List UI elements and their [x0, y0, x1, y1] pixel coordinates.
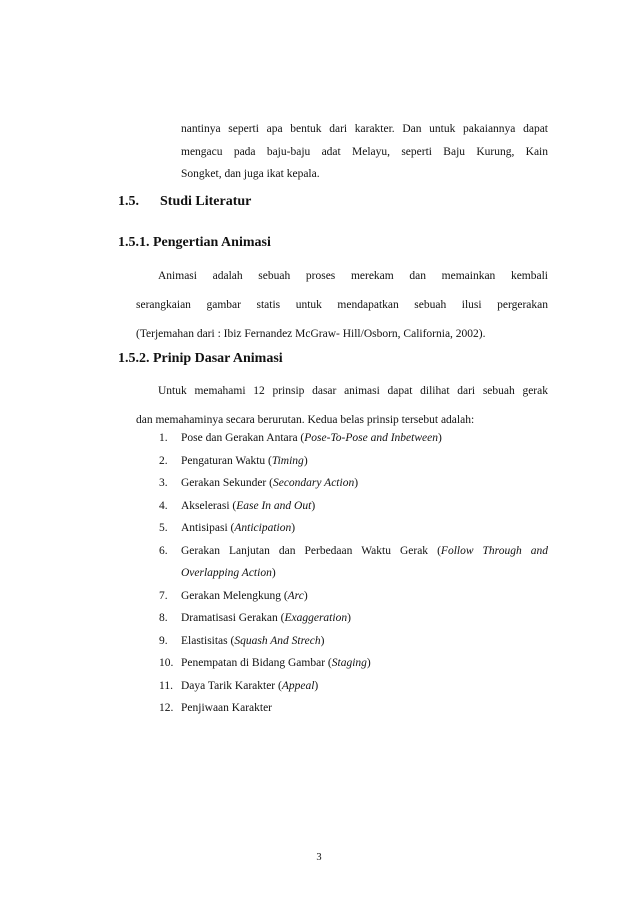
- principle-label: Elastisitas (: [181, 634, 235, 647]
- principle-term: Staging: [331, 657, 367, 669]
- text-line: mengacu pada baju-baju adat Melayu, seperti Baju Kurung, Kain: [181, 145, 548, 158]
- text-line: Songket, dan juga ikat kepala.: [181, 168, 320, 180]
- principle-text: [181, 612, 351, 624]
- principle-item: [159, 495, 548, 518]
- principle-text: [181, 477, 358, 489]
- principle-term: Secondary Action: [272, 477, 355, 489]
- principle-label: Penempatan di Bidang Gambar (: [181, 657, 332, 669]
- principles-list: [159, 427, 548, 720]
- principle-close: ): [314, 679, 319, 692]
- principle-text: [181, 635, 324, 647]
- principle-term: Ease In and Out: [236, 499, 312, 512]
- subsection-heading-1-5-1: 1.5.1. Pengertian Animasi: [118, 235, 271, 250]
- list-number: 6.: [159, 544, 168, 557]
- principle-close: ): [271, 567, 276, 579]
- principle-close: ): [303, 454, 308, 467]
- principle-item: [159, 517, 548, 540]
- principle-item: [159, 472, 548, 495]
- paragraph-animation-definition: [136, 262, 548, 349]
- principle-item: [159, 675, 548, 698]
- principle-close: ): [366, 657, 371, 669]
- principle-label: Daya Tarik Karakter (: [181, 679, 282, 692]
- principle-close: ): [303, 589, 308, 602]
- principle-close: ): [291, 522, 296, 534]
- principle-term: Squash And Strech: [234, 634, 321, 647]
- principle-item: [159, 697, 548, 720]
- principle-text: [181, 657, 371, 669]
- principle-label: Gerakan Melengkung (: [181, 589, 288, 602]
- principle-item: [159, 540, 548, 585]
- text-line: serangkaian gambar statis untuk mendapatkan sebuah ilusi pergerakan: [136, 299, 548, 311]
- principle-text: [181, 702, 272, 714]
- principle-text: [181, 522, 295, 534]
- principle-close: ): [437, 432, 442, 444]
- text-line: Untuk memahami 12 prinsip dasar animasi dapat dilihat dari sebuah gerak: [158, 385, 548, 397]
- principle-term: Timing: [271, 454, 304, 467]
- principle-term: Follow Through and Overlapping Action: [181, 544, 549, 579]
- principle-item: [159, 607, 548, 630]
- principle-close: ): [347, 612, 351, 624]
- principle-term: Exaggeration: [284, 612, 348, 624]
- list-number: 2.: [159, 454, 168, 467]
- principle-item: [159, 450, 548, 473]
- subsection-heading-1-5-2: 1.5.2. Prinip Dasar Animasi: [118, 351, 283, 366]
- principle-text: [181, 590, 308, 602]
- principle-close: ): [320, 634, 325, 647]
- principle-close: ): [354, 477, 359, 489]
- principle-text: [181, 500, 315, 512]
- section-title: Studi Literatur: [160, 194, 252, 209]
- principle-item: [159, 652, 548, 675]
- principle-item: [159, 630, 548, 653]
- list-number: 11.: [159, 679, 173, 692]
- principle-term: Pose-To-Pose and Inbetween: [304, 432, 438, 444]
- list-number: 10.: [159, 657, 174, 669]
- text-line: Animasi adalah sebuah proses merekam dan memainkan kembali: [158, 270, 548, 282]
- principle-label: Gerakan Lanjutan dan Perbedaan Waktu Gerak (: [181, 544, 441, 557]
- text-line: dan memahaminya secara berurutan. Kedua belas prinsip tersebut adalah:: [136, 414, 475, 426]
- list-number: 12.: [159, 702, 174, 714]
- text-line: nantinya seperti apa bentuk dari karakter. Dan untuk pakaiannya dapat: [181, 123, 548, 135]
- section-number: 1.5.: [118, 194, 139, 209]
- section-heading-1-5: [118, 191, 251, 213]
- list-number: 7.: [159, 589, 168, 602]
- text-line: (Terjemahan dari : Ibiz Fernandez McGraw- Hill/Osborn, California, 2002).: [136, 328, 486, 340]
- principle-label: Penjiwaan Karakter: [181, 702, 273, 714]
- principle-term: Anticipation: [234, 522, 292, 534]
- principle-text: [181, 680, 318, 692]
- list-number: 5.: [159, 522, 168, 534]
- principle-text: [181, 455, 308, 467]
- page-number: 3: [316, 852, 322, 863]
- principle-text: [181, 540, 548, 585]
- list-number: 9.: [159, 634, 168, 647]
- principle-text: [181, 432, 442, 444]
- principle-label: Akselerasi (: [181, 499, 237, 512]
- principle-label: Dramatisasi Gerakan (: [181, 612, 285, 624]
- principle-term: Appeal: [281, 679, 315, 692]
- list-number: 4.: [159, 499, 168, 512]
- principle-label: Antisipasi (: [181, 522, 235, 534]
- principle-label: Gerakan Sekunder (: [181, 477, 273, 489]
- principle-label: Pengaturan Waktu (: [181, 454, 272, 467]
- list-number: 3.: [159, 477, 168, 489]
- principle-label: Pose dan Gerakan Antara (: [181, 432, 305, 444]
- principle-term: Arc: [287, 589, 304, 602]
- list-number: 8.: [159, 612, 168, 624]
- list-number: 1.: [159, 432, 168, 444]
- intro-continuation: [181, 118, 548, 186]
- principle-item: [159, 585, 548, 608]
- principle-item: [159, 427, 548, 450]
- principle-close: ): [311, 499, 316, 512]
